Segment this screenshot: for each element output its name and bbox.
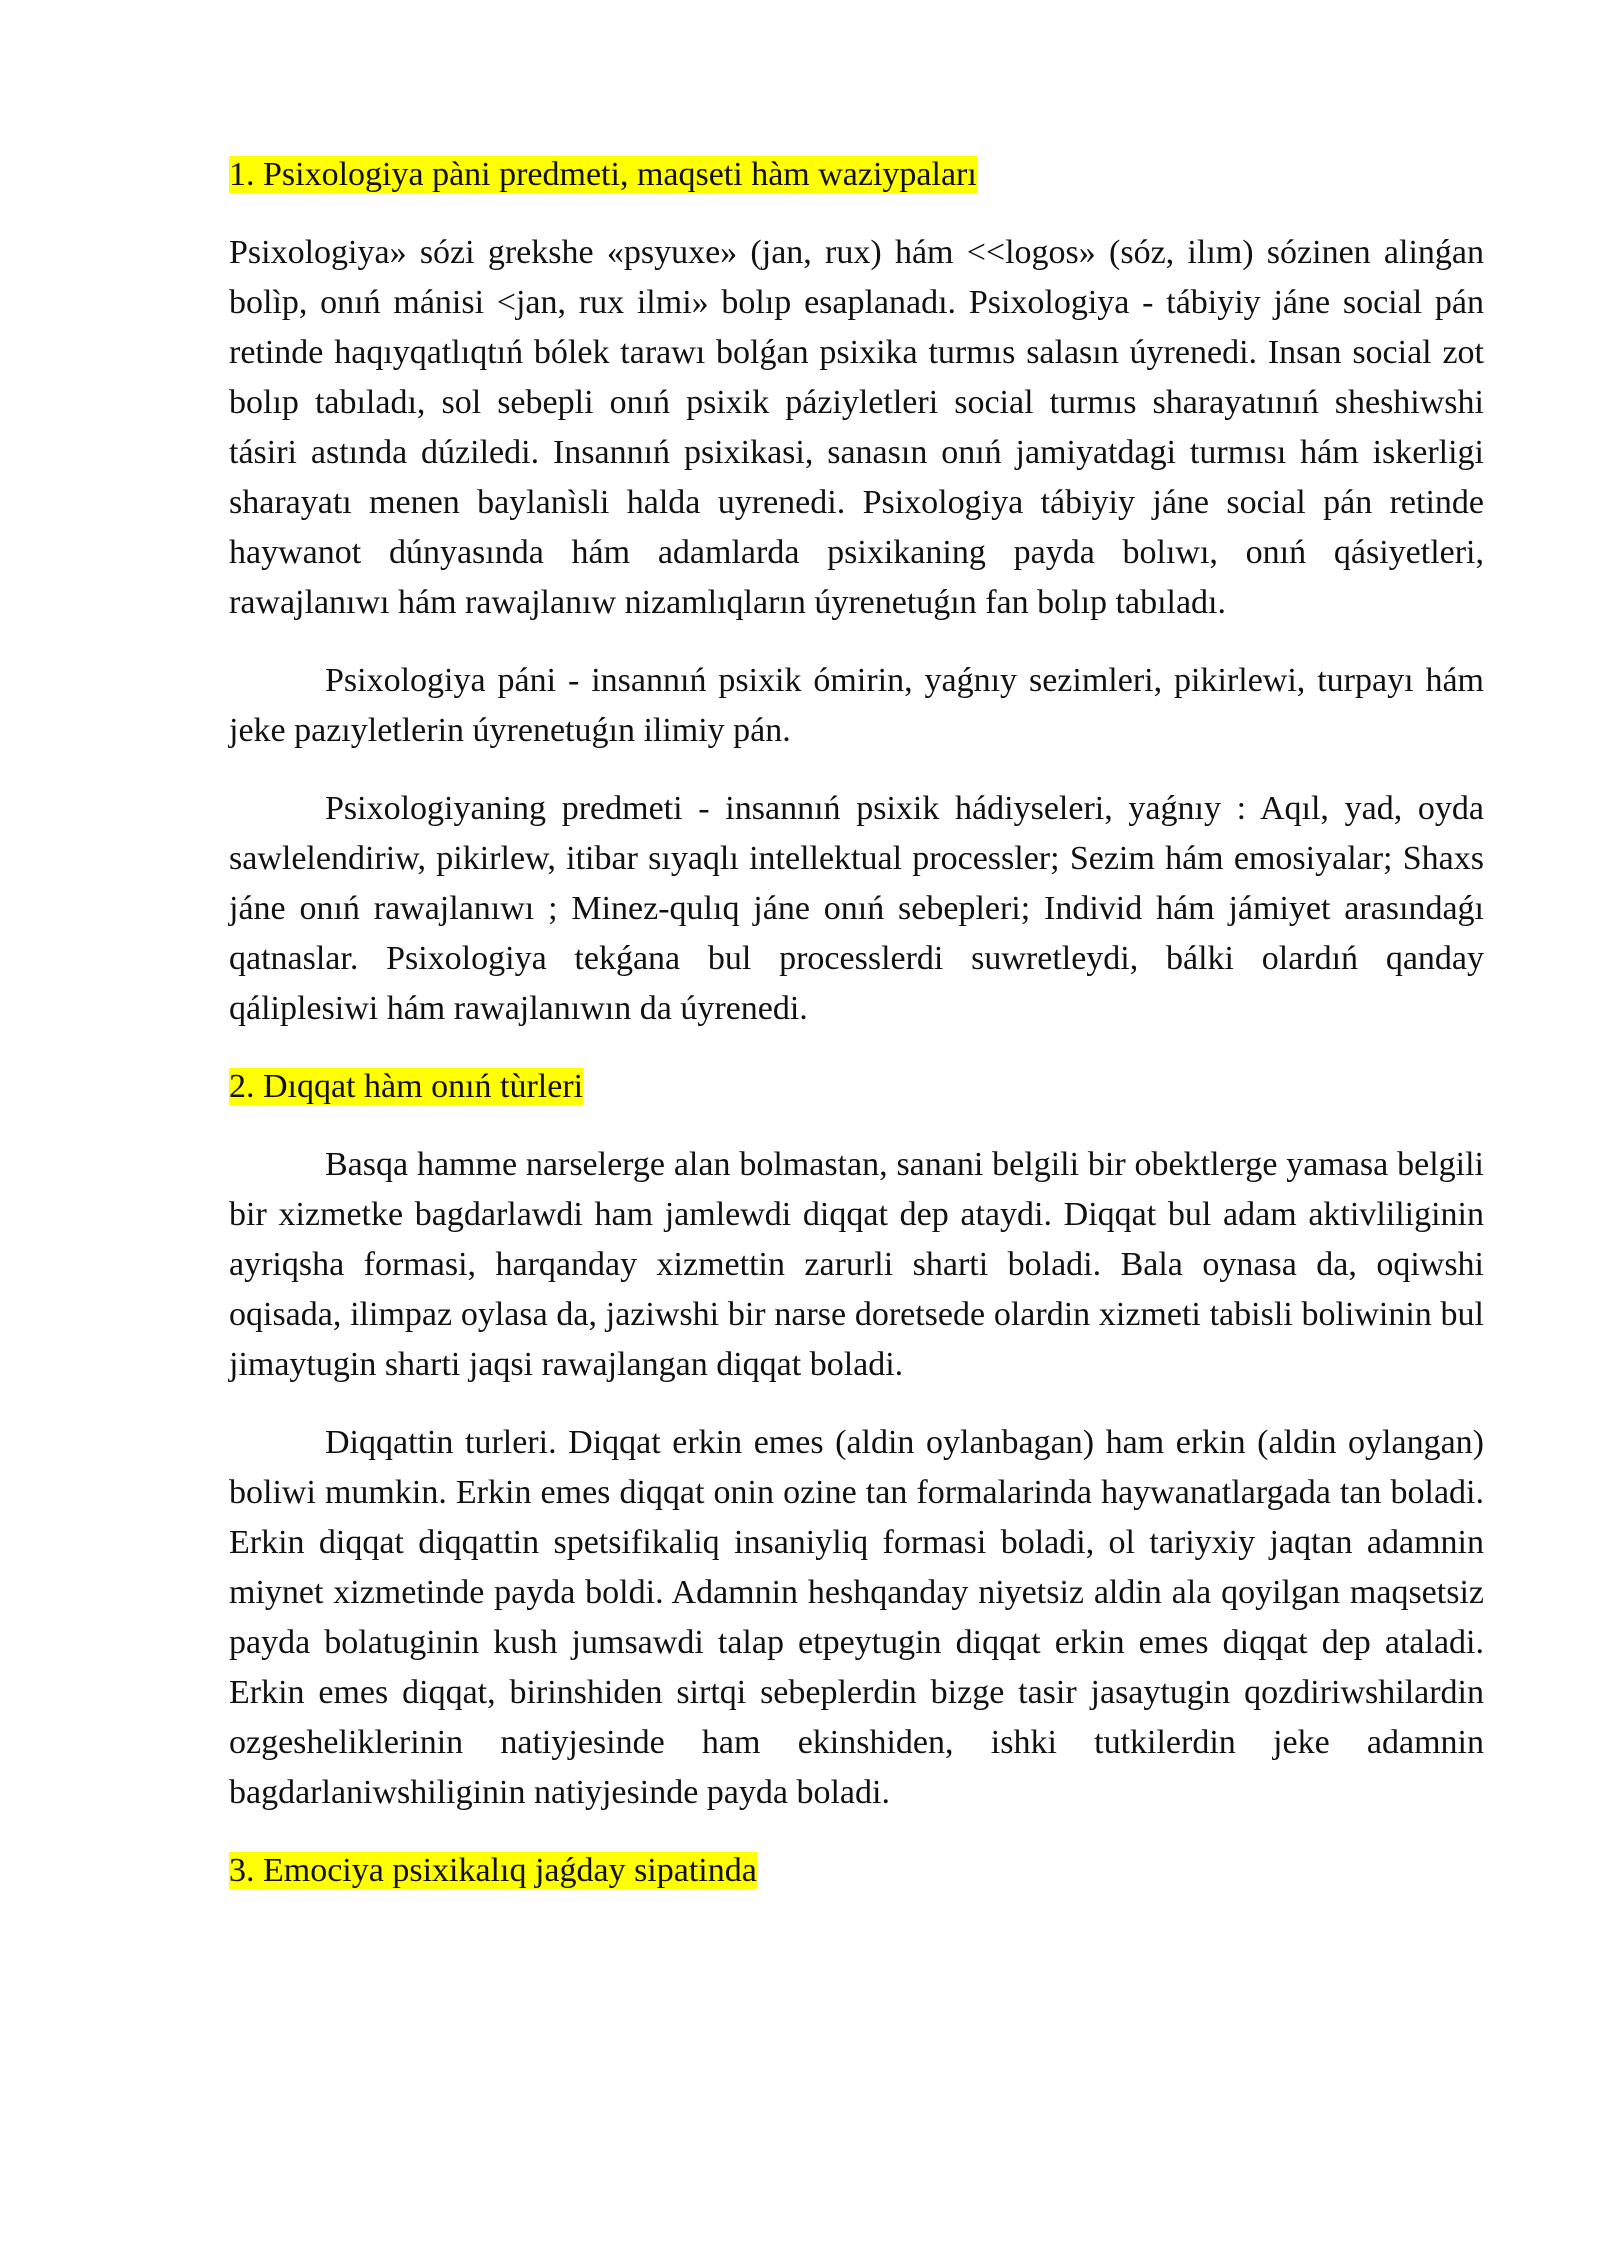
- section-2-paragraph-2: Diqqattin turleri. Diqqat erkin emes (aldin oylanbagan) ham erkin (aldin oylangan) boliwi mumkin. Erkin emes diqqat onin ozine tan formalarinda haywanatlargada tan boladi. Erkin diqqat diqqattin spetsifikaliq insaniyliq formasi boladi, ol tariyxiy jaqtan adamnin miynet xizmetinde payda boldi. Adamnin heshqanday niyetsiz aldin ala qoyilgan maqsetsiz payda bolatuginin kush jumsawdi talap etpeytugin diqqat erkin emes diqqat dep ataladi. Erkin emes diqqat, birinshiden sirtqi sebeplerdin bizge tasir jasaytugin qozdiriwshilardin ozgesheliklerinin natiyjesinde ham ekinshiden, ishki tutkilerdin jeke adamnin bagdarlaniwshiliginin natiyjesinde payda boladi.: [229, 1424, 1484, 1811]
- section-3-heading: 3. Emociya psixikalıq jaǵday sipatinda: [229, 1852, 757, 1889]
- section-heading: [229, 1846, 1484, 1896]
- section-heading: [229, 150, 1484, 200]
- section-1-heading: 1. Psixologiya pàni predmeti, maqseti hàm waziypaları: [229, 156, 977, 193]
- section-1-paragraph-3: Psixologiyaning predmeti - insannıń psixik hádiyseleri, yaǵnıy : Aqıl, yad, oyda sawlelendiriw, pikirlew, itibar sıyaqlı intellektual processler; Sezim hám emosiyalar; Shaxs jáne onıń rawajlanıwı ; Minez-qulıq jáne onıń sebepleri; Individ hám jámiyet arasındaǵı qatnaslar. Psixologiya tekǵana bul processlerdi suwretleydi, bálki olardıń qanday qáliplesiwi hám rawajlanıwın da úyrenedi.: [229, 790, 1484, 1027]
- section-2-heading: 2. Dıqqat hàm onıń tùrleri: [229, 1068, 584, 1105]
- section-1-paragraph-2: Psixologiya páni - insannıń psixik ómirin, yaǵnıy sezimleri, pikirlewi, turpayı hám jeke pazıyletlerin úyrenetuǵın ilimiy pán.: [229, 662, 1484, 749]
- section-2-paragraph-1: Basqa hamme narselerge alan bolmastan, sanani belgili bir obektlerge yamasa belgili bir xizmetke bagdarlawdi ham jamlewdi diqqat dep ataydi. Diqqat bul adam aktivliliginin ayriqsha formasi, harqanday xizmettin zarurli sharti boladi. Bala oynasa da, oqiwshi oqisada, ilimpaz oylasa da, jaziwshi bir narse doretsede olardin xizmeti tabisli boliwinin bul jimaytugin sharti jaqsi rawajlangan diqqat boladi.: [229, 1146, 1484, 1383]
- section-1-paragraph-1: Psixologiya» sózi grekshe «psyuxe» (jan, rux) hám <<logos» (sóz, ilım) sózinen alinǵan bolìp, onıń mánisi <jan, rux ilmi» bolıp esaplanadı. Psixologiya - tábiyiy jáne social pán retinde haqıyqatlıqtıń bólek tarawı bolǵan psixika turmıs salasın úyrenedi. Insan social zot bolıp tabıladı, sol sebepli onıń psixik páziyletleri social turmıs sharayatınıń sheshiwshi tásiri astında dúziledi. Insannıń psixikasi, sanasın onıń jamiyatdagi turmısı hám iskerligi sharayatı menen baylanìsli halda uyrenedi. Psixologiya tábiyiy jáne social pán retinde haywanot dúnyasında hám adamlarda psixikaning payda bolıwı, onıń qásiyetleri, rawajlanıwı hám rawajlanıw nizamlıqların úyrenetuǵın fan bolıp tabıladı.: [229, 234, 1484, 621]
- section-heading: [229, 1062, 1484, 1112]
- document-page: [229, 150, 1484, 1896]
